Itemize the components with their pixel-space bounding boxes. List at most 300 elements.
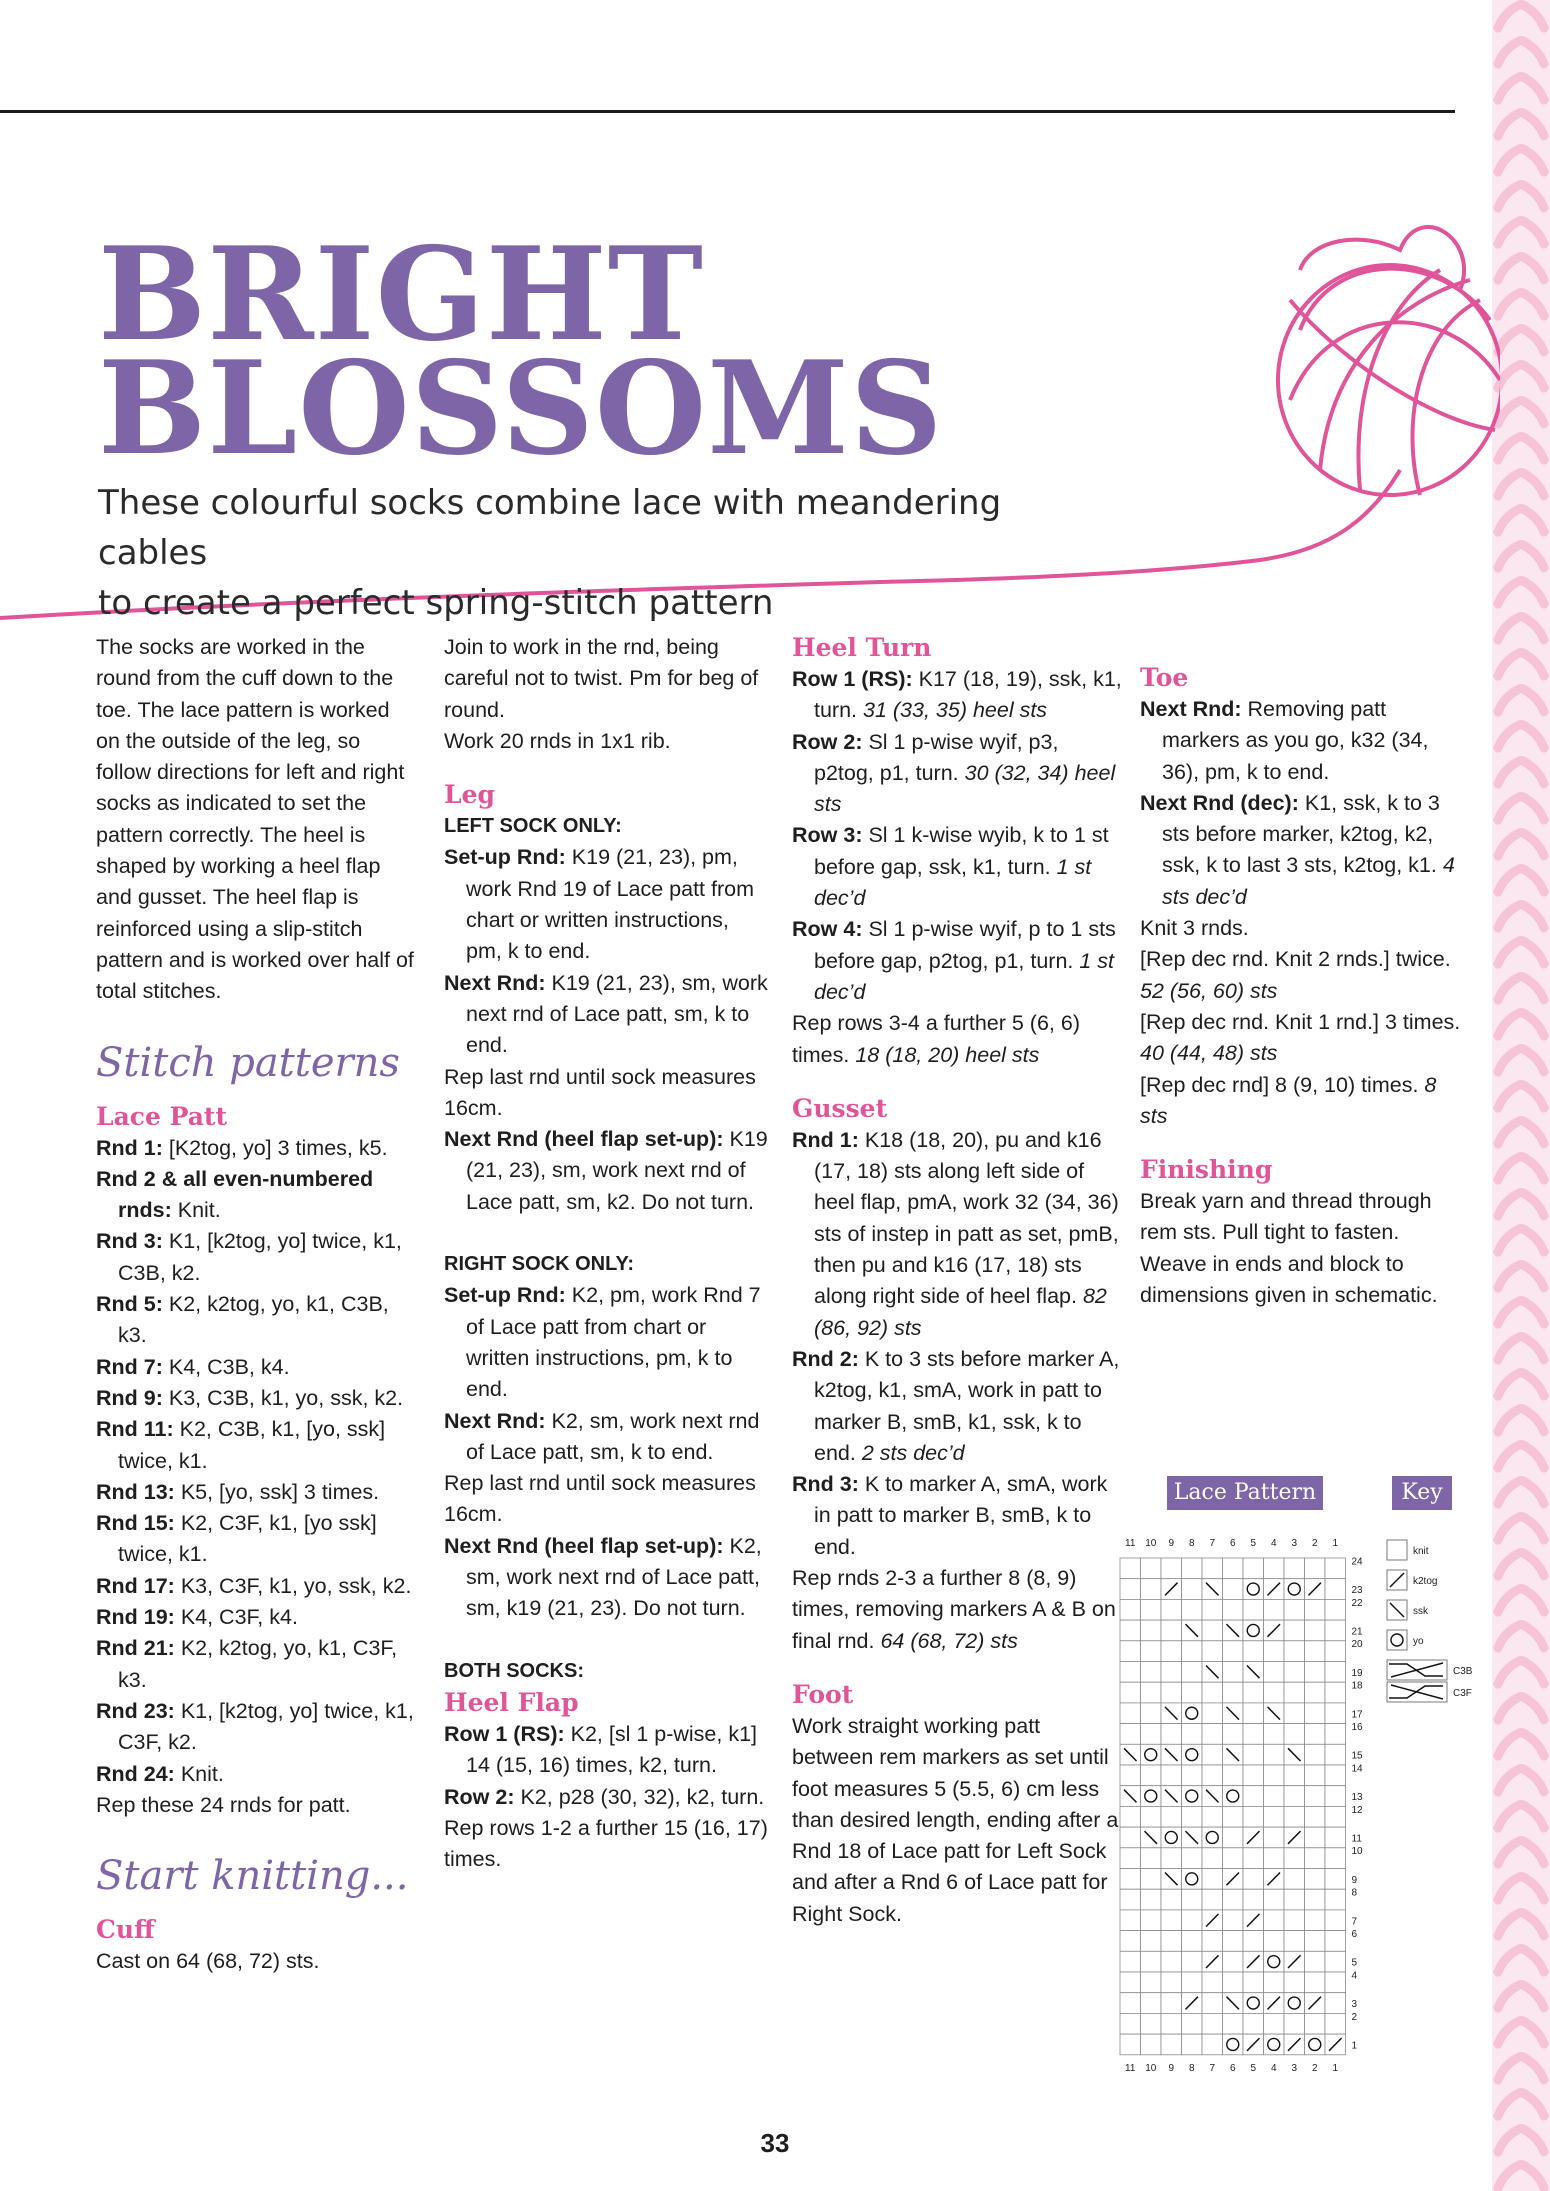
chart-cell [1325,1910,1346,1931]
chart-cell [1141,1579,1162,1600]
chart-cell [1284,1620,1305,1641]
chart-cell [1284,1682,1305,1703]
instruction-row [444,1719,769,1782]
row-label: Rnd 15: [96,1511,175,1536]
instruction-row [1140,1070,1465,1133]
chart-cell [1305,1724,1326,1745]
row-label: Set-up Rnd: [444,1283,566,1308]
row-label: Rnd 13: [96,1479,175,1504]
chart-row-label: 7 [1351,1916,1358,1928]
chart-row-label: 9 [1351,1874,1358,1886]
chart-cell [1161,1889,1182,1910]
chart-row-label: 11 [1351,1833,1362,1845]
chart-cell [1120,1662,1141,1683]
chart-cell [1120,1579,1141,1600]
chart-cell [1305,1951,1326,1972]
chart-cell [1202,1620,1223,1641]
leg-heading: Leg [444,780,495,810]
gusset-rows [792,1125,1122,1657]
row-text: K3, C3B, k1, yo, ssk, k2. [162,1385,404,1410]
chart-cell [1223,1724,1244,1745]
chart-col-label: 6 [1229,1538,1236,1549]
row-text: K2, [sl 1 p-wise, k1] 14 (15, 16) times, k2, turn. [466,1721,758,1778]
row-result: 64 (68, 72) sts [880,1628,1018,1653]
row-result: 2 sts dec’d [861,1440,965,1465]
row-text: K2, sm, work next rnd of Lace patt, sm, k19 (21, 23). Do not turn. [466,1533,762,1621]
chart-cell [1120,1724,1141,1745]
chart-col-label: 9 [1168,1538,1175,1549]
chart-cell [1182,1682,1203,1703]
chart-cell [1182,1558,1203,1579]
chart-cell [1202,1827,1223,1848]
chart-cell [1284,1848,1305,1869]
chart-cell [1305,1703,1326,1724]
row-text: K4, C3B, k4. [162,1354,290,1379]
chart-cell [1305,1869,1326,1890]
instruction-row [96,1571,416,1602]
chart-cell [1141,1972,1162,1993]
chart-cell [1120,1972,1141,1993]
chart-cell [1120,1682,1141,1703]
chart-cell [1264,1765,1285,1786]
key-label-text: ssk [1413,1606,1428,1617]
row-text: K19 (21, 23), sm, work next rnd of Lace patt, sm, k to end. [466,970,768,1058]
row-text: K to 3 sts before marker A, k2tog, k1, smA, work in patt to marker B, smB, k1, ssk, k to end. [814,1346,1120,1465]
chart-cell [1243,1558,1264,1579]
chart-cell [1182,1744,1203,1765]
chart-cell [1325,1931,1346,1952]
chart-cell [1243,2013,1264,2034]
chart-cell [1264,1806,1285,1827]
chart-cell [1305,1931,1326,1952]
toe-heading: Toe [1140,663,1189,692]
chart-cell [1243,1972,1264,1993]
instruction-row [96,1508,416,1571]
chart-cell [1223,1889,1244,1910]
row-label: Set-up Rnd: [444,845,566,870]
toe-lines [1140,913,1465,1132]
chart-cell [1182,2034,1203,2055]
row-text: Rep rows 3-4 a further 5 (6, 6) times. [792,1011,1080,1067]
chart-cell [1141,1620,1162,1641]
chart-cell [1305,1889,1326,1910]
lace-rep-text: Rep these 24 rnds for patt. [96,1792,351,1817]
chart-cell [1141,1765,1162,1786]
instruction-row [1140,944,1465,1007]
start-knitting-heading: Start knitting... [96,1853,409,1900]
key-swatch [1387,1630,1407,1650]
chart-cell [1141,2013,1162,2034]
row-text: Knit. [174,1761,224,1786]
row-text: K3, C3F, k1, yo, ssk, k2. [174,1573,412,1598]
chart-cell [1264,1931,1285,1952]
chart-cell [1141,1682,1162,1703]
chart-cell [1223,1827,1244,1848]
chart-col-label: 7 [1209,1538,1216,1549]
c3f-icon [1387,1682,1472,1702]
lace-pattern-label: Lace Pattern [1167,1476,1323,1510]
chart-cell [1325,1827,1346,1848]
chart-row-label: 3 [1351,1999,1358,2011]
chart-cell [1284,2013,1305,2034]
row-text: Removing patt markers as you go, k32 (34, 36), pm, k to end. [1162,697,1429,784]
braid-pattern [1492,0,1550,2191]
page-number: 33 [760,2128,790,2158]
chart-cell [1284,1806,1305,1827]
chart-col-label: 2 [1311,2062,1318,2074]
chart-cell [1325,1786,1346,1807]
chart-cell [1202,1744,1223,1765]
chart-cell [1305,1827,1326,1848]
chart-cell [1202,1931,1223,1952]
chart-row-label: 24 [1351,1556,1363,1568]
chart-col-label: 1 [1332,2062,1339,2074]
row-label: Next Rnd (dec): [1140,790,1299,815]
stitch-patterns-heading: Stitch patterns [96,1039,400,1086]
chart-cell [1161,1827,1182,1848]
row-text: K5, [yo, ssk] 3 times. [174,1479,380,1504]
row-text: K1, [k2tog, yo] twice, k1, C3F, k2. [118,1698,414,1755]
instruction-row [96,1759,416,1790]
chart-cell [1284,1931,1305,1952]
chart-col-label: 7 [1209,2062,1216,2074]
chart-cell [1325,1806,1346,1827]
instruction-row [444,968,769,1062]
chart-cell [1325,1682,1346,1703]
chart-cell [1141,1786,1162,1807]
row-text: K1, [k2tog, yo] twice, k1, C3B, k2. [118,1229,402,1285]
heel-flap-rows [444,1719,769,1875]
instruction-row [96,1696,416,1759]
heel-turn-heading: Heel Turn [792,633,932,662]
chart-cell [1202,2013,1223,2034]
chart-cell [1325,1869,1346,1890]
chart-cell [1202,1869,1223,1890]
chart-cell [1161,2013,1182,2034]
chart-cell [1223,1641,1244,1662]
chart-cell [1161,1641,1182,1662]
row-text: K19 (21, 23), sm, work next rnd of Lace patt, sm, k2. Do not turn. [466,1127,768,1214]
chart-cell [1141,2034,1162,2055]
chart-col-label: 11 [1125,1538,1136,1549]
chart-cell [1243,1744,1264,1765]
instruction-row [444,1124,769,1218]
row-text: Rep rows 1-2 a further 15 (16, 17) times. [444,1815,768,1872]
chart-cell [1264,1744,1285,1765]
cuff-text: Cast on 64 (68, 72) sts. [96,1949,320,1974]
lace-rows [96,1133,416,1790]
chart-cell [1161,1724,1182,1745]
row-text: K19 (21, 23), pm, work Rnd 19 of Lace patt from chart or written instructions, pm, k to end. [466,845,755,964]
left-sock-rows [444,842,769,1218]
row-text: Rep last rnd until sock measures 16cm. [444,1471,756,1527]
row-result: 4 sts dec’d [1162,853,1455,909]
instruction-row [792,1125,1122,1344]
instruction-row [444,1531,769,1625]
row-label: Next Rnd: [444,970,546,995]
row-text: [Rep dec rnd. Knit 1 rnd.] 3 times. [1140,1009,1461,1034]
chart-cell [1223,1931,1244,1952]
row-label: Next Rnd (heel flap set-up): [444,1533,724,1558]
chart-cell [1182,1869,1203,1890]
chart-row-label: 10 [1351,1846,1363,1858]
chart-cell [1243,1889,1264,1910]
row-result: 52 (56, 60) sts [1140,978,1278,1003]
row-text: K2, C3F, k1, [yo ssk] twice, k1. [118,1511,377,1567]
chart-cell [1182,1579,1203,1600]
chart-cell [1161,1972,1182,1993]
row-label: Rnd 2: [792,1346,859,1371]
chart-cell [1305,1620,1326,1641]
instruction-row [444,1468,769,1531]
chart-cell [1161,1951,1182,1972]
chart-cell [1223,1806,1244,1827]
chart-cell [1325,1972,1346,1993]
chart-cell [1182,1806,1203,1827]
instruction-row [792,1469,1122,1563]
instruction-row [96,1164,416,1227]
chart-cell [1243,1993,1264,2014]
subtitle [98,478,1098,628]
chart-cell [1202,1682,1223,1703]
ssk-icon [1387,1600,1429,1620]
chart-cell [1284,1889,1305,1910]
chart-cell [1264,1910,1285,1931]
instruction-row [96,1352,416,1383]
row-result: 82 (86, 92) sts [814,1284,1107,1340]
row-text: K2, sm, work next rnd of Lace patt, sm, k to end. [466,1408,760,1464]
key-label-text: knit [1413,1546,1429,1557]
chart-cell [1141,1641,1162,1662]
chart-cell [1305,1786,1326,1807]
row-label: Rnd 7: [96,1354,163,1379]
chart-cell [1284,1599,1305,1620]
chart-cell [1182,1641,1203,1662]
chart-cell [1243,1703,1264,1724]
chart-key [1385,1530,1485,1730]
key-swatch [1387,1540,1407,1560]
chart-cell [1182,1724,1203,1745]
chart-cell [1182,1599,1203,1620]
chart-cell [1120,1827,1141,1848]
row-label: Rnd 1: [96,1135,163,1160]
chart-cell [1223,1910,1244,1931]
row-label: Rnd 1: [792,1127,859,1152]
key-label-text: k2tog [1413,1576,1438,1587]
row-label: Rnd 2 & all even-numbered rnds: [96,1166,374,1223]
chart-row-label: 15 [1351,1750,1363,1762]
chart-cell [1120,1848,1141,1869]
chart-cell [1264,1558,1285,1579]
chart-cell [1325,1703,1346,1724]
instruction-row [792,664,1122,727]
chart-col-label: 10 [1145,1538,1157,1549]
chart-row-label: 20 [1351,1639,1363,1651]
chart-cell [1161,1993,1182,2014]
row-text: Sl 1 p-wise wyif, p to 1 sts before gap, p2tog, p1, turn. [814,917,1116,973]
chart-cell [1141,1703,1162,1724]
key-label-text: yo [1413,1636,1424,1647]
chart-cell [1182,2013,1203,2034]
instruction-row [96,1383,416,1414]
chart-row-label: 13 [1351,1792,1363,1804]
row-label: Next Rnd: [444,1408,546,1433]
chart-cell [1141,1806,1162,1827]
title-line-2: BLOSSOMS [98,334,944,484]
chart-cell [1325,1579,1346,1600]
chart-cell [1120,1931,1141,1952]
row-text: K2, pm, work Rnd 7 of Lace patt from chart or written instructions, pm, k to end. [466,1283,761,1402]
chart-cell [1305,1744,1326,1765]
chart-cell [1305,1641,1326,1662]
row-text: K2, C3B, k1, [yo, ssk] twice, k1. [118,1417,386,1473]
chart-cell [1202,1558,1223,1579]
k2tog-icon [1387,1570,1437,1590]
instruction-row [792,1344,1122,1469]
instruction-row [1140,694,1465,788]
row-text: Rep rnds 2-3 a further 8 (8, 9) times, removing markers A & B on final rnd. [792,1566,1116,1653]
row-text: K18 (18, 20), pu and k16 (17, 18) sts along left side of heel flap, pmA, work 32 (34, 36) sts of instep in patt as set, pmB, then pu and k16 (17, 18) sts along right side of heel flap. [814,1127,1119,1309]
chart-cell [1161,1848,1182,1869]
title-line-1: BRIGHT [98,220,704,370]
chart-cell [1305,1806,1326,1827]
row-result: 1 st dec’d [814,854,1092,911]
chart-cell [1284,1972,1305,1993]
chart-cell [1161,1910,1182,1931]
chart-cell [1325,2013,1346,2034]
row-result: 18 (18, 20) heel sts [855,1042,1040,1067]
instruction-row [96,1289,416,1352]
chart-cell [1243,1641,1264,1662]
chart-cell [1120,1993,1141,2014]
chart-cell [1264,1599,1285,1620]
row-label: Rnd 23: [96,1698,175,1723]
column-2 [444,632,769,1875]
chart-cell [1161,1931,1182,1952]
rib-text: Work 20 rnds in 1x1 rib. [444,728,671,753]
row-label: Next Rnd: [1140,697,1242,721]
chart-cell [1223,1848,1244,1869]
chart-cell [1120,1951,1141,1972]
chart-cell [1325,1765,1346,1786]
instruction-row [792,820,1122,914]
chart-cell [1141,1869,1162,1890]
chart-cell [1305,1682,1326,1703]
row-text: K2, k2tog, yo, k1, C3F, k3. [118,1636,398,1692]
cuff-heading: Cuff [96,1915,155,1945]
chart-cell [1264,1724,1285,1745]
row-text: Knit 3 rnds. [1140,916,1249,941]
instruction-row [444,1406,769,1469]
row-label: Row 2: [792,729,863,754]
chart-row-label: 2 [1351,2011,1358,2023]
chart-cell [1243,1848,1264,1869]
chart-cell [1325,1641,1346,1662]
instruction-row [444,1062,769,1125]
chart-cell [1305,1662,1326,1683]
chart-cell [1284,1910,1305,1931]
chart-cell [1202,1972,1223,1993]
chart-cell [1223,1599,1244,1620]
chart-cell [1182,1972,1203,1993]
chart-row-label: 22 [1351,1597,1363,1609]
chart-cell [1325,1620,1346,1641]
chart-cell [1223,2013,1244,2034]
chart-cell [1202,1806,1223,1827]
chart-cell [1264,1951,1285,1972]
chart-cell [1284,1579,1305,1600]
right-sock-only-label: RIGHT SOCK ONLY: [444,1253,635,1276]
chart-cell [1161,1765,1182,1786]
chart-cell [1305,2034,1326,2055]
row-label: Rnd 5: [96,1292,163,1317]
chart-cell [1202,1993,1223,2014]
chart-cell [1223,1972,1244,1993]
chart-col-label: 8 [1188,1538,1195,1549]
instruction-row [96,1477,416,1508]
chart-cell [1182,1889,1203,1910]
chart-row-label: 4 [1351,1970,1358,1982]
chart-row-label: 12 [1351,1804,1363,1816]
instruction-row [792,1563,1122,1657]
chart-cell [1243,1931,1264,1952]
chart-cell [1305,1558,1326,1579]
chart-row-label: 18 [1351,1680,1363,1692]
row-label: Rnd 11: [96,1417,174,1442]
chart-cell [1141,1558,1162,1579]
row-text: Rep last rnd until sock measures 16cm. [444,1064,756,1120]
foot-text: Work straight working patt between rem markers as set until foot measures 5 (5.5, 6) cm less than desired length, ending after a Rnd 18 of Lace patt for Left Sock and after a Rnd 6 of Lace patt for Right Sock. [792,1713,1119,1926]
chart-cell [1264,1889,1285,1910]
chart-cell [1243,1599,1264,1620]
chart-cell [1141,1599,1162,1620]
row-result: 30 (32, 34) heel sts [814,760,1116,817]
chart-cell [1141,1724,1162,1745]
chart-cell [1141,1848,1162,1869]
side-decorative-band [1492,0,1550,2191]
chart-cell [1120,1620,1141,1641]
row-label: Row 3: [792,823,863,848]
toe-rows [1140,694,1465,913]
instruction-row [96,1414,416,1477]
chart-cell [1284,1786,1305,1807]
chart-cell [1223,1682,1244,1703]
chart-cell [1141,1889,1162,1910]
chart-cell [1264,1827,1285,1848]
chart-cell [1202,1848,1223,1869]
row-text: K2, k2tog, yo, k1, C3B, k3. [118,1292,389,1348]
chart-cell [1243,1724,1264,1745]
key-label-text: C3B [1453,1666,1473,1677]
chart-cell [1182,1662,1203,1683]
chart-cell [1202,1724,1223,1745]
chart-cell [1161,1806,1182,1827]
lace-patt-heading: Lace Patt [96,1101,228,1131]
chart-cell [1243,1786,1264,1807]
key-label: Key [1392,1476,1452,1510]
chart-cell [1325,1848,1346,1869]
right-sock-rows [444,1280,769,1624]
chart-cell [1264,1786,1285,1807]
intro-text: The socks are worked in the round from the cuff down to the toe. The lace pattern is worked on the outside of the leg, so follow directions for left and right socks as indicated to set the pattern correctly. The heel is shaped by working a heel flap and gusset. The heel flap is reinforced using a slip-stitch pattern and is worked over half of total stitches. [96,635,414,1004]
row-label: Rnd 21: [96,1636,175,1661]
instruction-row [792,914,1122,1008]
chart-cell [1202,1599,1223,1620]
chart-cell [1120,1910,1141,1931]
knit-icon [1387,1540,1429,1560]
row-text: K2, p28 (30, 32), k2, turn. [514,1784,765,1809]
row-text: K to marker A, smA, work in patt to marker B, smB, k to end. [814,1472,1108,1559]
